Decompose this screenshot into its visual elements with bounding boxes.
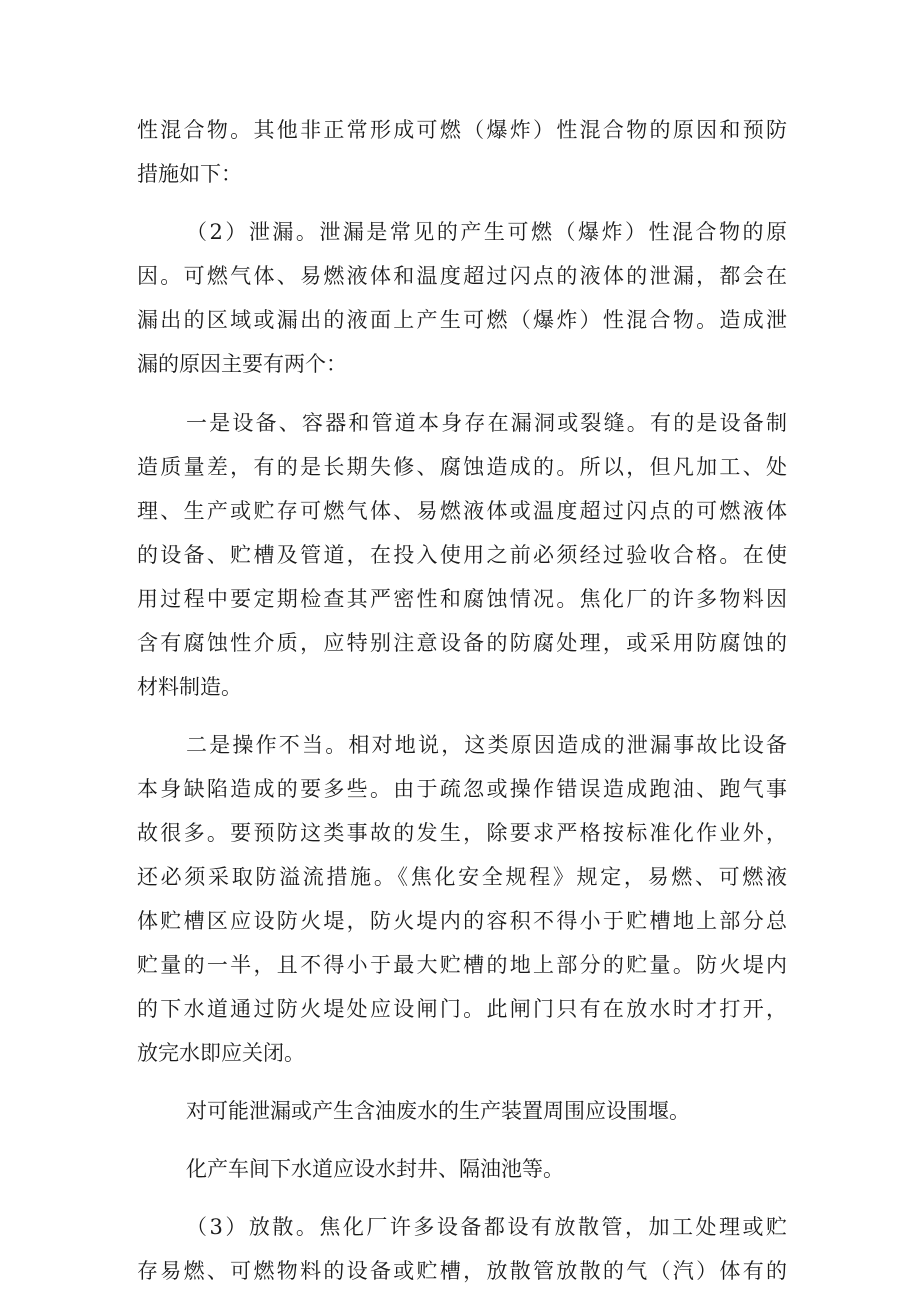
text-line: 措施如下：	[137, 162, 242, 186]
text-line: 材料制造。	[137, 675, 242, 699]
text-line: 因。可燃气体、易燃液体和温度超过闪点的液体的泄漏，都会在	[137, 264, 787, 288]
text-line: 的设备、贮槽及管道，在投入使用之前必须经过验收合格。在使	[137, 543, 787, 567]
text-line: 故很多。要预防这类事故的发生，除要求严格按标准化作业外，	[137, 821, 787, 845]
text-line: 一是设备、容器和管道本身存在漏洞或裂缝。有的是设备制	[186, 411, 787, 435]
text-line: 化产车间下水道应设水封井、隔油池等。	[186, 1157, 564, 1181]
text-line: 性混合物。其他非正常形成可燃（爆炸）性混合物的原因和预防	[137, 118, 787, 142]
text-line: 贮量的一半，且不得小于最大贮槽的地上部分的贮量。防火堤内	[137, 953, 787, 977]
text-line: 的下水道通过防火堤处应设闸门。此闸门只有在放水时才打开，	[137, 997, 787, 1021]
text-line: 还必须采取防溢流措施。《焦化安全规程》规定，易燃、可燃液	[137, 865, 787, 889]
text-line: 放完水即应关闭。	[137, 1041, 305, 1065]
text-line: 漏的原因主要有两个：	[137, 352, 347, 376]
text-line: 用过程中要定期检查其严密性和腐蚀情况。焦化厂的许多物料因	[137, 587, 787, 611]
text-line: （2）泄漏。泄漏是常见的产生可燃（爆炸）性混合物的原	[186, 220, 787, 244]
text-line: 含有腐蚀性介质，应特别注意设备的防腐处理，或采用防腐蚀的	[137, 631, 787, 655]
text-line: 漏出的区域或漏出的液面上产生可燃（爆炸）性混合物。造成泄	[137, 308, 787, 332]
text-line: 本身缺陷造成的要多些。由于疏忽或操作错误造成跑油、跑气事	[137, 777, 787, 801]
text-line: 体贮槽区应设防火堤，防火堤内的容积不得小于贮槽地上部分总	[137, 909, 787, 933]
text-line: 对可能泄漏或产生含油废水的生产装置周围应设围堰。	[186, 1099, 690, 1123]
text-line: （3）放散。焦化厂许多设备都设有放散管，加工处理或贮	[186, 1215, 787, 1239]
text-line: 理、生产或贮存可燃气体、易燃液体或温度超过闪点的可燃液体	[137, 499, 787, 523]
text-line: 造质量差，有的是长期失修、腐蚀造成的。所以，但凡加工、处	[137, 455, 787, 479]
text-line: 存易燃、可燃物料的设备或贮槽，放散管放散的气（汽）体有的	[137, 1259, 787, 1283]
text-line: 二是操作不当。相对地说，这类原因造成的泄漏事故比设备	[186, 733, 787, 757]
